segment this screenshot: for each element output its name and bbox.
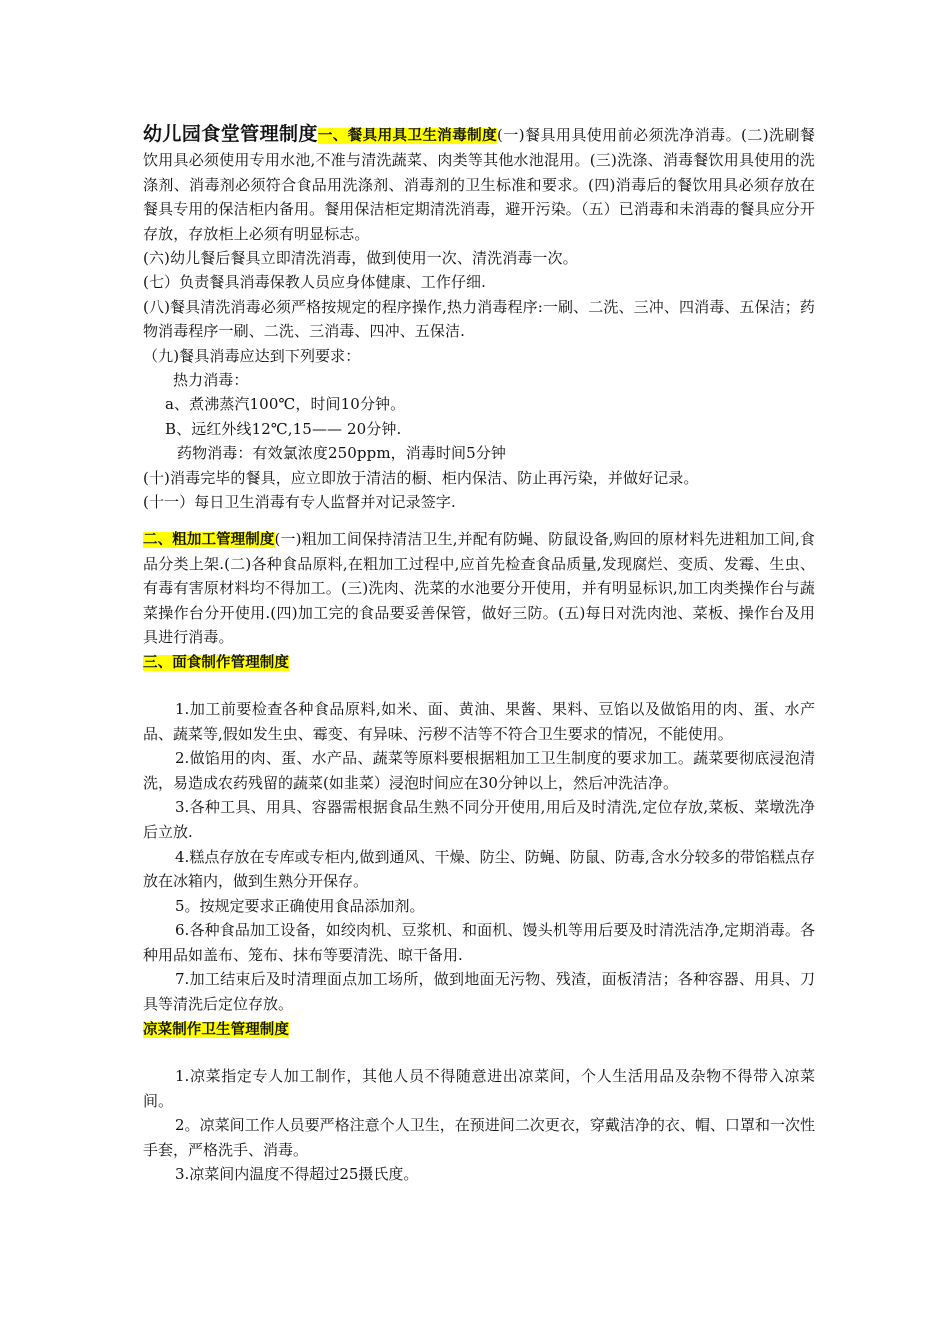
section3-heading-row — [143, 650, 815, 675]
section1-item-9: （九)餐具消毒应达到下列要求： — [143, 346, 361, 365]
section3-item-3: 3.各种工具、用具、容器需根据食品生熟不同分开使用,用后及时清洗,定位存放,菜板、菜墩洗净后立放. — [143, 798, 815, 841]
section3-item-5: 5。按规定要求正确使用食品添加剂。 — [175, 896, 425, 915]
section4-item-3: 3.凉菜间内温度不得超过25摄氏度。 — [175, 1165, 419, 1184]
spacer — [143, 675, 815, 697]
section3-item-1: 1.加工前要检查各种食品原料,如米、面、黄油、果酱、果料、豆馅以及做馅用的肉、蛋、水产品、蔬菜等,假如发生虫、霉变、有异味、污秽不洁等不符合卫生要求的情况，不能使用。 — [143, 699, 815, 743]
heat-method-a: a、煮沸蒸汽100℃，时间10分钟。 — [165, 395, 406, 414]
document-title: 幼儿园食堂管理制度 — [143, 123, 318, 145]
spacer — [143, 1042, 815, 1064]
section1-intro: (一)餐具用具使用前必须洗净消毒。(二)洗刷餐饮用具必须使用专用水池,不准与清洗蔬菜、肉类等其他水池混用。(三)洗涤、消毒餐饮用具使用的洗涤剂、消毒剂必须符合食品用洗涤剂、消毒剂的卫生标准和要求。(四)消毒后的餐饮用具必须存放在餐具专用的保洁柜内备用。餐用保洁柜定期清洗消毒，避开污染。（五）已消毒和未消毒的餐具应分开存放，存放柜上必须有明显标志。 — [143, 126, 816, 243]
section1-item-10: (十)消毒完毕的餐具，应立即放于清洁的橱、柜内保洁、防止再污染，并做好记录。 — [143, 468, 699, 487]
section2-text: (一)粗加工间保持清洁卫生,并配有防蝇、防鼠设备,购回的原材料先进粗加工间,食品分类上架.(二)各种食品原料,在粗加工过程中,应首先检查食品质量,发现腐烂、变质、发霉、生虫、有毒有害原材料均不得加工。(三)洗肉、洗菜的水池要分开使用，并有明显标识,加工肉类操作台与蔬菜操作台分开使用.(四)加工完的食品要妥善保管，做好三防。(五)每日对洗肉池、菜板、操作台及用具进行消毒。 — [143, 529, 815, 647]
section1-block — [143, 122, 815, 246]
section4-heading-row — [143, 1017, 815, 1042]
section4-heading: 凉菜制作卫生管理制度 — [143, 1021, 289, 1038]
heat-method-b: B、远红外线12℃,15—— 20分钟. — [165, 419, 402, 438]
section3-heading: 三、面食制作管理制度 — [143, 654, 289, 671]
section1-item-6: (六)幼儿餐后餐具立即清洗消毒，做到使用一次、清洗消毒一次。 — [143, 249, 578, 268]
section3-item-6: 6.各种食品加工设备，如绞肉机、豆浆机、和面机、馒头机等用后要及时清洗洁净,定期消毒。各种用品如盖布、笼布、抹布等要清洗、晾干备用. — [143, 921, 815, 964]
section3-item-2: 2.做馅用的肉、蛋、水产品、蔬菜等原料要根据粗加工卫生制度的要求加工。蔬菜要彻底浸泡清洗，易造成农药残留的蔬菜(如韭菜）浸泡时间应在30分钟以上，然后冲洗洁净。 — [143, 749, 815, 792]
heat-disinfection-label: 热力消毒： — [173, 371, 249, 390]
section3-item-7: 7.加工结束后及时清理面点加工场所，做到地面无污物、残渣，面板清洁；各种容器、用具、刀具等清洗后定位存放。 — [143, 970, 815, 1014]
section3-item-4: 4.糕点存放在专库或专柜内,做到通风、干燥、防尘、防蝇、防鼠、防毒,含水分较多的带馅糕点存放在冰箱内，做到生熟分开保存。 — [143, 847, 815, 891]
section1-item-8: (八)餐具清洗消毒必须严格按规定的程序操作,热力消毒程序:一刷、二洗、三冲、四消毒、五保洁；药物消毒程序一刷、二洗、三消毒、四冲、五保洁. — [143, 297, 815, 341]
document-page — [143, 122, 815, 1187]
section1-heading: 一、餐具用具卫生消毒制度 — [317, 128, 498, 144]
section4-item-1: 1.凉菜指定专人加工制作，其他人员不得随意进出凉菜间，个人生活用品及杂物不得带入凉菜间。 — [143, 1067, 815, 1110]
chemical-disinfection: 药物消毒：有效氯浓度250ppm，消毒时间5分钟 — [177, 444, 507, 463]
section1-item-11: (十一）每日卫生消毒有专人监督并对记录签字. — [143, 493, 456, 512]
section2-heading: 二、粗加工管理制度 — [143, 531, 275, 548]
section4-item-2: 2。凉菜间工作人员要严格注意个人卫生，在预进间二次更衣，穿戴洁净的衣、帽、口罩和一次性手套，严格洗手、消毒。 — [143, 1116, 815, 1159]
spacer — [143, 515, 815, 527]
section2-block — [143, 527, 815, 650]
section1-item-7: (七）负责餐具消毒保教人员应身体健康、工作仔细. — [143, 273, 487, 292]
